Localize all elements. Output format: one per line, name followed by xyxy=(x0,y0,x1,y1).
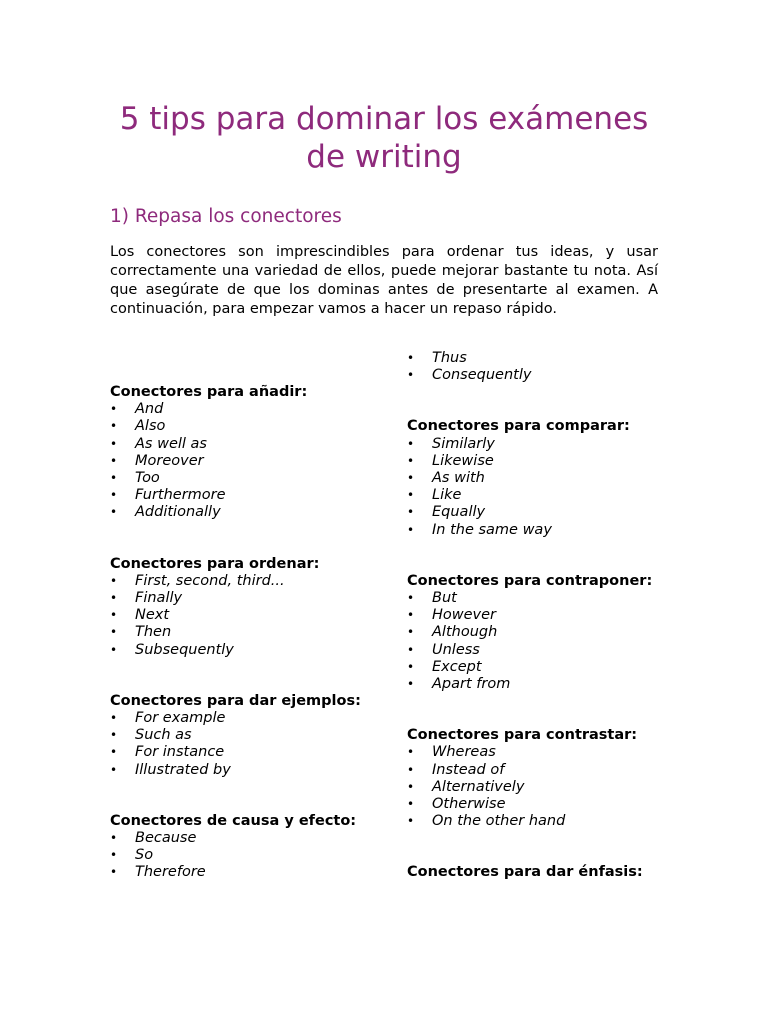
list-item: • Like xyxy=(407,487,462,504)
bullet-icon: • xyxy=(110,453,118,468)
list-item: • Therefore xyxy=(110,864,206,881)
bullet-icon: • xyxy=(407,762,415,777)
group-heading-ejemplos: Conectores para dar ejemplos: xyxy=(110,692,361,709)
list-comparar xyxy=(407,436,659,539)
list-item: • Alternatively xyxy=(407,778,525,795)
list-item: • Then xyxy=(110,624,172,641)
bullet-icon: • xyxy=(110,865,118,880)
group-ejemplos xyxy=(110,693,362,779)
group-ordenar xyxy=(110,556,362,659)
group-anadir xyxy=(110,384,362,522)
left-column xyxy=(110,350,362,882)
intro-paragraph: Los conectores son imprescindibles para ordenar tus ideas, y usar correctamente una variedad de ellos, puede mejorar bastante tu nota. Así que asegúrate de que los dominas antes de presentarte al examen. A continuación, para empezar vamos a hacer un repaso rápido. xyxy=(110,244,658,317)
list-item: • But xyxy=(407,590,457,607)
bullet-icon: • xyxy=(110,488,118,503)
bullet-icon: • xyxy=(407,436,415,451)
bullet-icon: • xyxy=(407,677,415,692)
list-item: • Too xyxy=(110,470,160,487)
group-causa-continued xyxy=(407,350,659,384)
bullet-icon: • xyxy=(110,436,118,451)
list-contraponer xyxy=(407,590,659,693)
list-item: • In the same way xyxy=(407,521,552,538)
group-contraponer xyxy=(407,573,659,693)
list-item: • Except xyxy=(407,658,482,675)
list-item: • Finally xyxy=(110,590,183,607)
list-item: • However xyxy=(407,607,497,624)
list-item: • As well as xyxy=(110,435,207,452)
list-item: • And xyxy=(110,401,164,418)
list-item: • Otherwise xyxy=(407,796,506,813)
list-causa-continued xyxy=(407,350,659,384)
bullet-icon: • xyxy=(407,625,415,640)
bullet-icon: • xyxy=(110,419,118,434)
bullet-icon: • xyxy=(110,591,118,606)
list-item: • Subsequently xyxy=(110,641,234,658)
list-item: • On the other hand xyxy=(407,813,566,830)
bullet-icon: • xyxy=(407,488,415,503)
group-heading-causa: Conectores de causa y efecto: xyxy=(110,812,357,829)
bullet-icon: • xyxy=(110,745,118,760)
bullet-icon: • xyxy=(110,402,118,417)
bullet-icon: • xyxy=(110,642,118,657)
group-heading-anadir: Conectores para añadir: xyxy=(110,384,308,400)
list-item: • For instance xyxy=(110,744,225,761)
group-comparar xyxy=(407,418,659,538)
list-anadir xyxy=(110,401,362,521)
bullet-icon: • xyxy=(407,522,415,537)
list-item: • Next xyxy=(110,607,170,624)
bullet-icon: • xyxy=(110,831,118,846)
list-item: • Thus xyxy=(407,350,467,366)
list-item: • Likewise xyxy=(407,452,494,469)
list-item: • Consequently xyxy=(407,367,532,384)
group-heading-contrastar: Conectores para contrastar: xyxy=(407,727,638,744)
group-heading-contraponer: Conectores para contraponer: xyxy=(407,572,653,589)
bullet-icon: • xyxy=(407,779,415,794)
group-heading-comparar: Conectores para comparar: xyxy=(407,418,630,435)
group-causa xyxy=(110,813,362,882)
list-item: • Furthermore xyxy=(110,487,226,504)
list-item: • Because xyxy=(110,830,197,847)
bullet-icon: • xyxy=(407,591,415,606)
bullet-icon: • xyxy=(407,351,415,365)
list-item: • Unless xyxy=(407,641,480,658)
bullet-icon: • xyxy=(407,642,415,657)
section-heading: 1) Repasa los conectores xyxy=(110,206,342,227)
list-item: • Apart from xyxy=(407,676,511,693)
bullet-icon: • xyxy=(110,848,118,863)
bullet-icon: • xyxy=(110,471,118,486)
list-item: • First, second, third... xyxy=(110,572,285,589)
list-item: • For example xyxy=(110,710,226,727)
bullet-icon: • xyxy=(407,797,415,812)
group-heading-enfasis: Conectores para dar énfasis: xyxy=(407,864,643,881)
group-heading-ordenar: Conectores para ordenar: xyxy=(110,555,320,572)
list-item: • Equally xyxy=(407,504,486,521)
list-item: • Additionally xyxy=(110,504,221,521)
bullet-icon: • xyxy=(110,728,118,743)
bullet-icon: • xyxy=(110,762,118,777)
list-item: • So xyxy=(110,847,154,864)
list-item: • Instead of xyxy=(407,761,505,778)
page-title: 5 tips para dominar los exámenes de writing xyxy=(119,101,649,175)
bullet-icon: • xyxy=(407,368,415,383)
list-ordenar xyxy=(110,573,362,659)
bullet-icon: • xyxy=(407,471,415,486)
bullet-icon: • xyxy=(110,505,118,520)
bullet-icon: • xyxy=(407,745,415,760)
bullet-icon: • xyxy=(110,625,118,640)
bullet-icon: • xyxy=(110,711,118,726)
bullet-icon: • xyxy=(110,608,118,623)
right-column xyxy=(407,350,659,882)
list-ejemplos xyxy=(110,710,362,779)
list-item: • As with xyxy=(407,470,485,487)
list-item: • Whereas xyxy=(407,744,496,761)
bullet-icon: • xyxy=(407,659,415,674)
list-item: • Although xyxy=(407,624,498,641)
list-causa xyxy=(110,830,362,882)
list-contrastar xyxy=(407,744,659,830)
bullet-icon: • xyxy=(407,608,415,623)
bullet-icon: • xyxy=(407,814,415,829)
list-item: • Such as xyxy=(110,727,192,744)
list-item: • Moreover xyxy=(110,452,204,469)
group-contrastar xyxy=(407,727,659,830)
list-item: • Also xyxy=(110,418,166,435)
bullet-icon: • xyxy=(407,505,415,520)
bullet-icon: • xyxy=(407,453,415,468)
list-item: • Illustrated by xyxy=(110,761,231,778)
bullet-icon: • xyxy=(110,573,118,588)
list-item: • Similarly xyxy=(407,435,495,452)
group-enfasis xyxy=(407,864,659,881)
